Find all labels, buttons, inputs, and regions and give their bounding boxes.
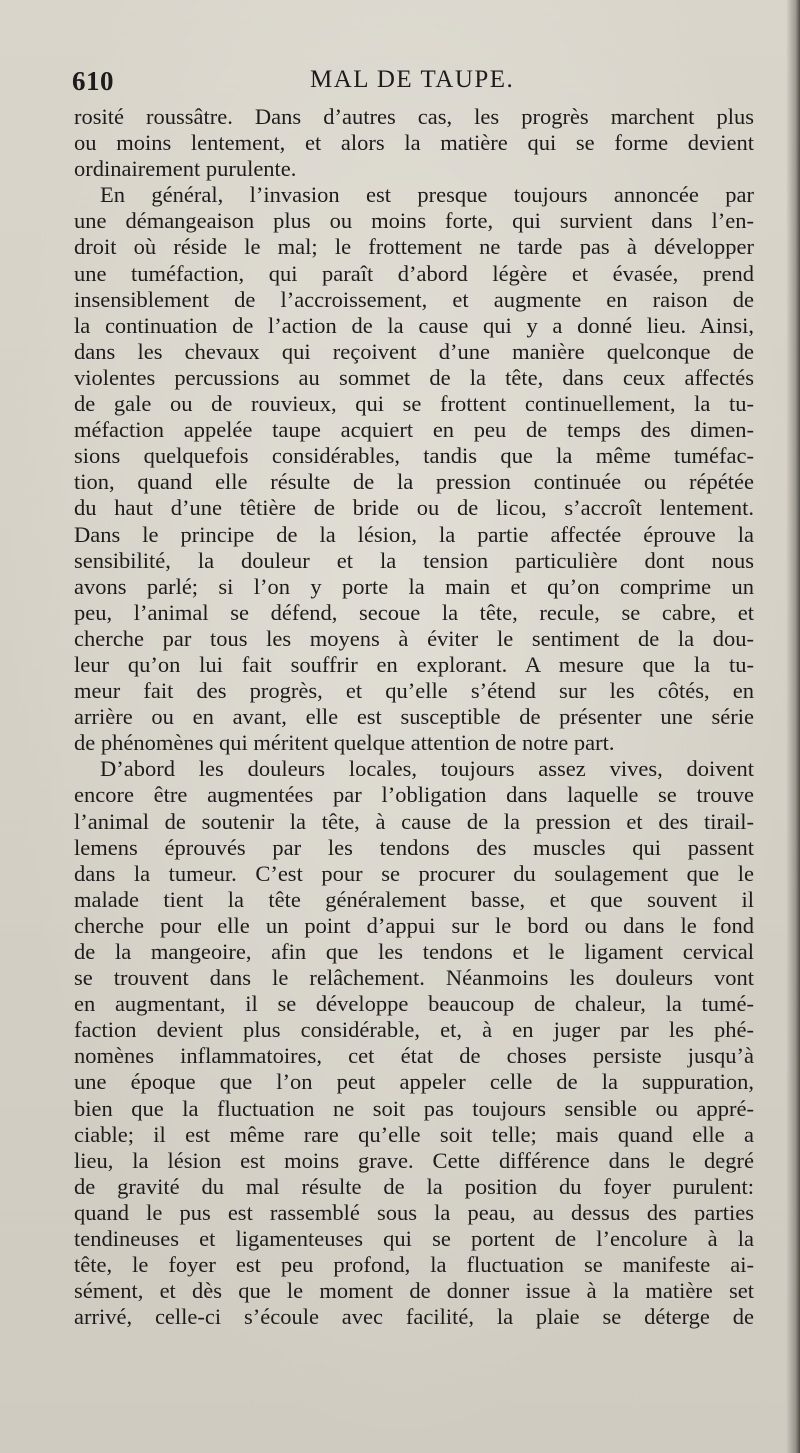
text-line: peu, l’animal se défend, secoue la tête, recule, se cabre, et xyxy=(74,599,754,625)
text-line: quand le pus est rassemblé sous la peau, au dessus des parties xyxy=(74,1199,754,1225)
text-line: Dans le principe de la lésion, la partie affectée éprouve la xyxy=(74,521,754,547)
text-line: sions quelquefois considérables, tandis que la même tuméfac- xyxy=(74,443,754,469)
text-line: méfaction appelée taupe acquiert en peu de temps des dimen- xyxy=(74,417,754,443)
text-line: arrivé, celle-ci s’écoule avec facilité, la plaie se déterge de xyxy=(74,1304,754,1330)
text-line: dans la tumeur. C’est pour se procurer du soulagement que le xyxy=(74,860,754,886)
page-header xyxy=(72,66,752,106)
text-line: insensiblement de l’accroissement, et augmente en raison de xyxy=(74,286,754,312)
text-line: En général, l’invasion est presque toujours annoncée par xyxy=(100,182,754,208)
text-line: bien que la fluctuation ne soit pas toujours sensible ou appré- xyxy=(74,1095,754,1121)
text-line: ciable; il est même rare qu’elle soit telle; mais quand elle a xyxy=(74,1121,754,1147)
page-number: 610 xyxy=(72,66,114,96)
text-line: en augmentant, il se développe beaucoup de chaleur, la tumé- xyxy=(74,991,754,1017)
text-line: une époque que l’on peut appeler celle de la suppuration, xyxy=(74,1069,754,1095)
text-line: tête, le foyer est peu profond, la fluctuation se manifeste ai- xyxy=(74,1252,754,1278)
text-line: de gravité du mal résulte de la position du foyer purulent: xyxy=(74,1173,754,1199)
text-line: cherche par tous les moyens à éviter le sentiment de la dou- xyxy=(74,625,754,651)
text-line: sément, et dès que le moment de donner issue à la matière set xyxy=(74,1278,754,1304)
body-text xyxy=(74,104,754,1330)
text-line: arrière ou en avant, elle est susceptible de présenter une série xyxy=(74,704,754,730)
running-title: MAL DE TAUPE. xyxy=(310,66,515,93)
text-line: de la mangeoire, afin que les tendons et le ligament cervical xyxy=(74,939,754,964)
text-line: violentes percussions au sommet de la tête, dans ceux affectés xyxy=(74,364,754,390)
text-line: tion, quand elle résulte de la pression continuée ou répétée xyxy=(74,469,754,495)
text-line: rosité roussâtre. Dans d’autres cas, les progrès marchent plus xyxy=(74,104,754,129)
text-line: se trouvent dans le relâchement. Néanmoins les douleurs vont xyxy=(74,965,754,991)
text-line: ordinairement purulente. xyxy=(74,156,297,182)
text-line: de gale ou de rouvieux, qui se frottent continuellement, la tu- xyxy=(74,391,754,417)
text-line: la continuation de l’action de la cause qui y a donné lieu. Ainsi, xyxy=(74,312,754,338)
text-line: leur qu’on lui fait souffrir en explorant. A mesure que la tu- xyxy=(74,651,754,677)
text-line: tendineuses et ligamenteuses qui se portent de l’encolure à la xyxy=(74,1226,754,1252)
text-line: une tuméfaction, qui paraît d’abord légère et évasée, prend xyxy=(74,260,754,286)
text-line: nomènes inflammatoires, cet état de choses persiste jusqu’à xyxy=(74,1043,754,1069)
text-line: meur fait des progrès, et qu’elle s’étend sur les côtés, en xyxy=(74,678,754,704)
text-line: encore être augmentées par l’obligation dans laquelle se trouve xyxy=(74,782,754,808)
text-line: faction devient plus considérable, et, à en juger par les phé- xyxy=(74,1017,754,1043)
text-line: D’abord les douleurs locales, toujours assez vives, doivent xyxy=(100,756,754,782)
page-edge-shadow xyxy=(786,0,800,1453)
text-line: avons parlé; si l’on y porte la main et qu’on comprime un xyxy=(74,573,754,599)
text-line: dans les chevaux qui reçoivent d’une manière quelconque de xyxy=(74,338,754,364)
text-line: droit où réside le mal; le frottement ne tarde pas à développer xyxy=(74,234,754,260)
text-line: cherche pour elle un point d’appui sur le bord ou dans le fond xyxy=(74,912,754,938)
text-line: de phénomènes qui méritent quelque attention de notre part. xyxy=(74,730,615,756)
text-line: une démangeaison plus ou moins forte, qui survient dans l’en- xyxy=(74,208,754,234)
text-line: du haut d’une têtière de bride ou de licou, s’accroît lentement. xyxy=(74,495,754,521)
text-line: malade tient la tête généralement basse, et que souvent il xyxy=(74,886,754,912)
text-line: ou moins lentement, et alors la matière qui se forme devient xyxy=(74,130,754,156)
text-line: l’animal de soutenir la tête, à cause de la pression et des tirail- xyxy=(74,808,754,834)
text-line: lemens éprouvés par les tendons des muscles qui passent xyxy=(74,834,754,860)
text-line: sensibilité, la douleur et la tension particulière dont nous xyxy=(74,547,754,573)
text-line: lieu, la lésion est moins grave. Cette différence dans le degré xyxy=(74,1147,754,1173)
